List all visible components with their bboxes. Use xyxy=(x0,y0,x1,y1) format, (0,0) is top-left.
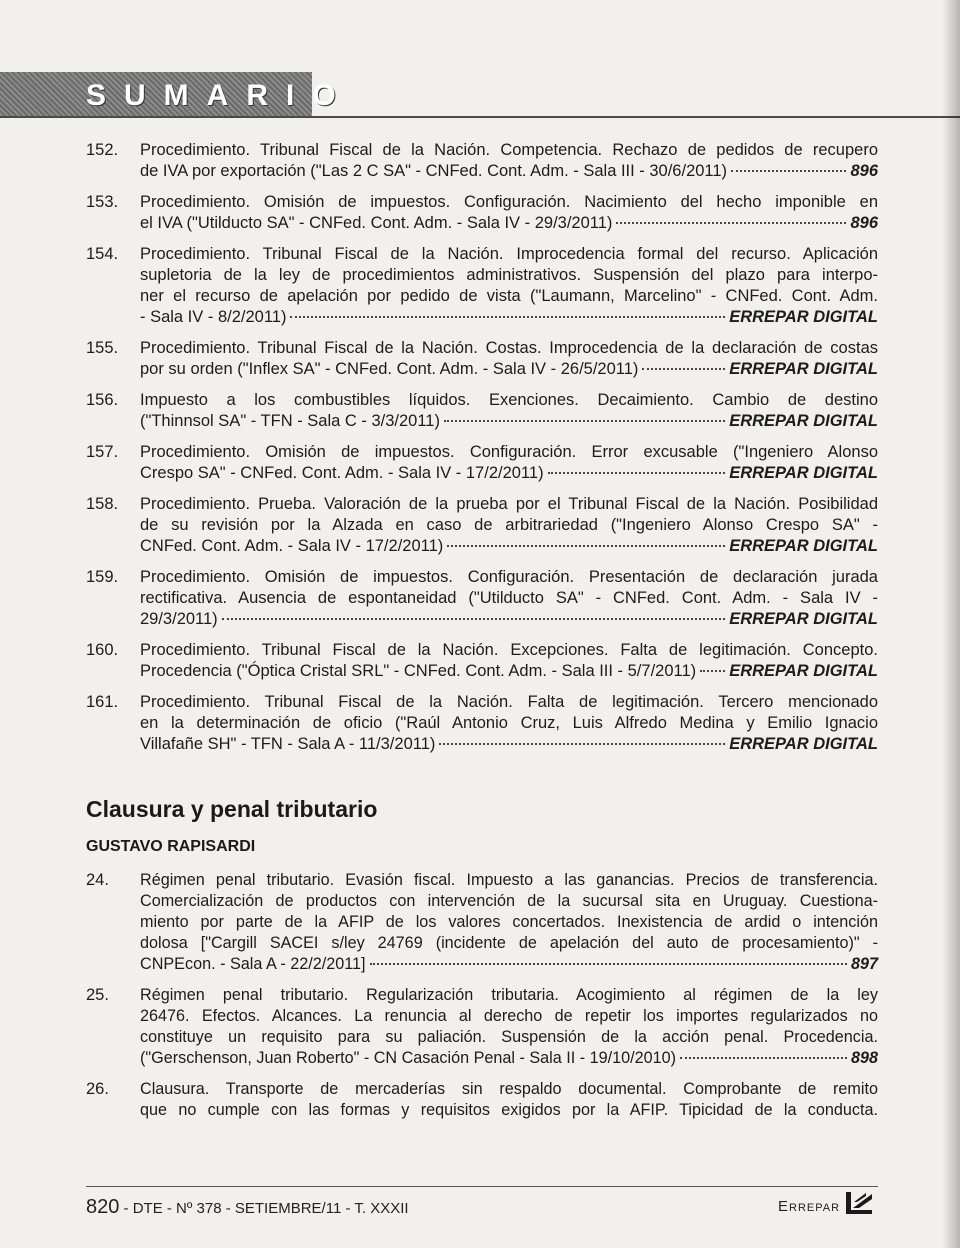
entry-line: Impuesto a los combustibles líquidos. Exenciones. Decaimiento. Cambio de destino xyxy=(140,391,878,409)
list-item xyxy=(86,244,878,328)
errepar-logo-icon xyxy=(842,1188,878,1218)
dot-leader xyxy=(642,368,725,370)
list-item xyxy=(86,1079,878,1121)
entry-citation: Crespo SA" - CNFed. Cont. Adm. - Sala IV - 17/2/2011) xyxy=(140,464,544,482)
entry-last-line xyxy=(140,411,878,432)
section-title: Clausura y penal tributario xyxy=(86,796,378,822)
entry-citation: Villafañe SH" - TFN - Sala A - 11/3/2011) xyxy=(140,735,436,753)
entry-line: miento por parte de la AFIP de los valores concertados. Inexistencia de ardid o intención xyxy=(140,913,878,931)
list-item xyxy=(86,442,878,484)
entry-line: ner el recurso de apelación por pedido de vista ("Laumann, Marcelino" - CNFed. Cont. Adm. xyxy=(140,287,878,305)
entry-citation: CNFed. Cont. Adm. - Sala IV - 17/2/2011) xyxy=(140,537,444,555)
dot-leader xyxy=(439,743,725,745)
entry-body xyxy=(140,244,878,328)
footer-divider xyxy=(86,1186,878,1187)
entry-line: Procedimiento. Tribunal Fiscal de la Nación. Falta de legitimación. Tercero mencionado xyxy=(140,693,878,711)
dot-leader xyxy=(370,963,847,965)
entry-last-line xyxy=(140,954,878,975)
entry-citation: por su orden ("Inflex SA" - CNFed. Cont. Adm. - Sala IV - 26/5/2011) xyxy=(140,360,639,378)
list-item xyxy=(86,985,878,1069)
section-list xyxy=(86,870,878,1131)
entry-number: 152. xyxy=(86,141,119,159)
entry-number: 24. xyxy=(86,871,109,889)
entry-body xyxy=(140,870,878,975)
dot-leader xyxy=(447,545,725,547)
entry-number: 154. xyxy=(86,245,119,263)
entry-last-line xyxy=(140,734,878,755)
entry-last-line xyxy=(140,536,878,557)
list-item xyxy=(86,494,878,557)
list-item xyxy=(86,140,878,182)
entry-body xyxy=(140,692,878,755)
entry-line: Procedimiento. Tribunal Fiscal de la Nación. Competencia. Rechazo de pedidos de recupero xyxy=(140,141,878,159)
dot-leader xyxy=(731,170,846,172)
dot-leader xyxy=(444,420,725,422)
entry-line: constituye un requisito para su paliación. Suspensión de la acción penal. Procedencia. xyxy=(140,1028,878,1046)
entry-page-ref: 896 xyxy=(850,214,878,232)
entry-body xyxy=(140,494,878,557)
entry-line: en la determinación de oficio ("Raúl Antonio Cruz, Luis Alfredo Medina y Emilio Ignacio xyxy=(140,714,878,732)
page-edge-shadow xyxy=(942,0,960,1248)
entry-line: Procedimiento. Tribunal Fiscal de la Nación. Costas. Improcedencia de la declaración de costas xyxy=(140,339,878,357)
entry-page-ref: ERREPAR DIGITAL xyxy=(729,537,878,555)
entry-line: que no cumple con las formas y requisitos exigidos por la AFIP. Tipicidad de la conducta. xyxy=(140,1101,878,1119)
entry-body xyxy=(140,390,878,432)
footer-info xyxy=(86,1196,409,1219)
list-item xyxy=(86,870,878,975)
summary-list xyxy=(86,140,878,765)
entry-number: 161. xyxy=(86,693,119,711)
entry-number: 26. xyxy=(86,1080,109,1098)
list-item xyxy=(86,640,878,682)
entry-body xyxy=(140,640,878,682)
footer-page-number: 820 xyxy=(86,1196,120,1218)
list-item xyxy=(86,567,878,630)
entry-line: Régimen penal tributario. Regularización tributaria. Acogimiento al régimen de la ley xyxy=(140,986,878,1004)
entry-line: Comercialización de productos con intervención de la sucursal sita en Uruguay. Cuestiona- xyxy=(140,892,878,910)
entry-line: Procedimiento. Tribunal Fiscal de la Nación. Improcedencia formal del recurso. Aplicación xyxy=(140,245,878,263)
entry-line: Procedimiento. Prueba. Valoración de la prueba por el Tribunal Fiscal de la Nación. Posibilidad xyxy=(140,495,878,513)
entry-line: de su revisión por la Alzada en caso de arbitrariedad ("Ingeniero Alonso Crespo SA" - xyxy=(140,516,878,534)
entry-line: 26476. Efectos. Alcances. La renuncia al derecho de repetir los importes regularizados no xyxy=(140,1007,878,1025)
entry-body xyxy=(140,338,878,380)
entry-line: supletoria de la ley de procedimientos administrativos. Suspensión del plazo para interpo- xyxy=(140,266,878,284)
entry-last-line xyxy=(140,213,878,234)
list-item xyxy=(86,692,878,755)
entry-line: Clausura. Transporte de mercaderías sin respaldo documental. Comprobante de remito xyxy=(140,1080,878,1098)
entry-last-line xyxy=(140,161,878,182)
entry-number: 158. xyxy=(86,495,119,513)
entry-page-ref: ERREPAR DIGITAL xyxy=(729,308,878,326)
entry-last-line xyxy=(140,307,878,328)
entry-line: rectificativa. Ausencia de espontaneidad ("Utilducto SA" - CNFed. Cont. Adm. - Sala IV - xyxy=(140,589,878,607)
entry-citation: CNPEcon. - Sala A - 22/2/2011] xyxy=(140,955,366,973)
entry-citation: 29/3/2011) xyxy=(140,610,218,628)
entry-page-ref: ERREPAR DIGITAL xyxy=(729,610,878,628)
entry-citation: Procedencia ("Óptica Cristal SRL" - CNFed. Cont. Adm. - Sala III - 5/7/2011) xyxy=(140,662,697,680)
dot-leader xyxy=(290,316,725,318)
entry-line: Procedimiento. Omisión de impuestos. Configuración. Nacimiento del hecho imponible en xyxy=(140,193,878,211)
entry-number: 25. xyxy=(86,986,109,1004)
entry-citation: el IVA ("Utilducto SA" - CNFed. Cont. Adm. - Sala IV - 29/3/2011) xyxy=(140,214,613,232)
list-item xyxy=(86,192,878,234)
dot-leader xyxy=(548,472,726,474)
entry-line: Régimen penal tributario. Evasión fiscal. Impuesto a las ganancias. Precios de transferencia. xyxy=(140,871,878,889)
list-item xyxy=(86,390,878,432)
footer-brand: Errepar xyxy=(778,1198,841,1215)
entry-number: 160. xyxy=(86,641,119,659)
entry-page-ref: ERREPAR DIGITAL xyxy=(729,360,878,378)
entry-last-line xyxy=(140,1048,878,1069)
page-title: SUMARIO xyxy=(86,79,354,112)
dot-leader xyxy=(680,1057,847,1059)
footer-issue: - DTE - Nº 378 - SETIEMBRE/11 - T. XXXII xyxy=(123,1200,409,1217)
entry-body xyxy=(140,140,878,182)
entry-page-ref: 898 xyxy=(850,1049,878,1067)
entry-citation: de IVA por exportación ("Las 2 C SA" - CNFed. Cont. Adm. - Sala III - 30/6/2011) xyxy=(140,162,728,180)
entry-body xyxy=(140,192,878,234)
entry-number: 156. xyxy=(86,391,119,409)
entry-body xyxy=(140,442,878,484)
entry-body xyxy=(140,985,878,1069)
entry-page-ref: ERREPAR DIGITAL xyxy=(729,735,878,753)
entry-page-ref: ERREPAR DIGITAL xyxy=(729,412,878,430)
entry-page-ref: 897 xyxy=(850,955,878,973)
dot-leader xyxy=(616,222,846,224)
entry-line: Procedimiento. Omisión de impuestos. Configuración. Error excusable ("Ingeniero Alonso xyxy=(140,443,878,461)
entry-page-ref: ERREPAR DIGITAL xyxy=(729,662,878,680)
entry-number: 157. xyxy=(86,443,119,461)
entry-line: dolosa ["Cargill SACEI s/ley 24769 (incidente de apelación del auto de procesamiento)" - xyxy=(140,934,878,952)
entry-page-ref: ERREPAR DIGITAL xyxy=(729,464,878,482)
entry-citation: ("Thinnsol SA" - TFN - Sala C - 3/3/2011) xyxy=(140,412,440,430)
entry-number: 153. xyxy=(86,193,119,211)
entry-body xyxy=(140,567,878,630)
entry-number: 155. xyxy=(86,339,119,357)
dot-leader xyxy=(700,670,725,672)
section-author: GUSTAVO RAPISARDI xyxy=(86,838,256,855)
list-item xyxy=(86,338,878,380)
entry-citation: ("Gerschenson, Juan Roberto" - CN Casación Penal - Sala II - 19/10/2010) xyxy=(140,1049,677,1067)
entry-last-line xyxy=(140,359,878,380)
entry-number: 159. xyxy=(86,568,119,586)
entry-line: Procedimiento. Tribunal Fiscal de la Nación. Excepciones. Falta de legitimación. Concepto. xyxy=(140,641,878,659)
dot-leader xyxy=(222,618,726,620)
entry-body xyxy=(140,1079,878,1121)
entry-last-line xyxy=(140,661,878,682)
entry-line: Procedimiento. Omisión de impuestos. Configuración. Presentación de declaración jurada xyxy=(140,568,878,586)
entry-page-ref: 896 xyxy=(850,162,878,180)
entry-last-line xyxy=(140,463,878,484)
entry-citation: - Sala IV - 8/2/2011) xyxy=(140,308,287,326)
entry-last-line xyxy=(140,609,878,630)
